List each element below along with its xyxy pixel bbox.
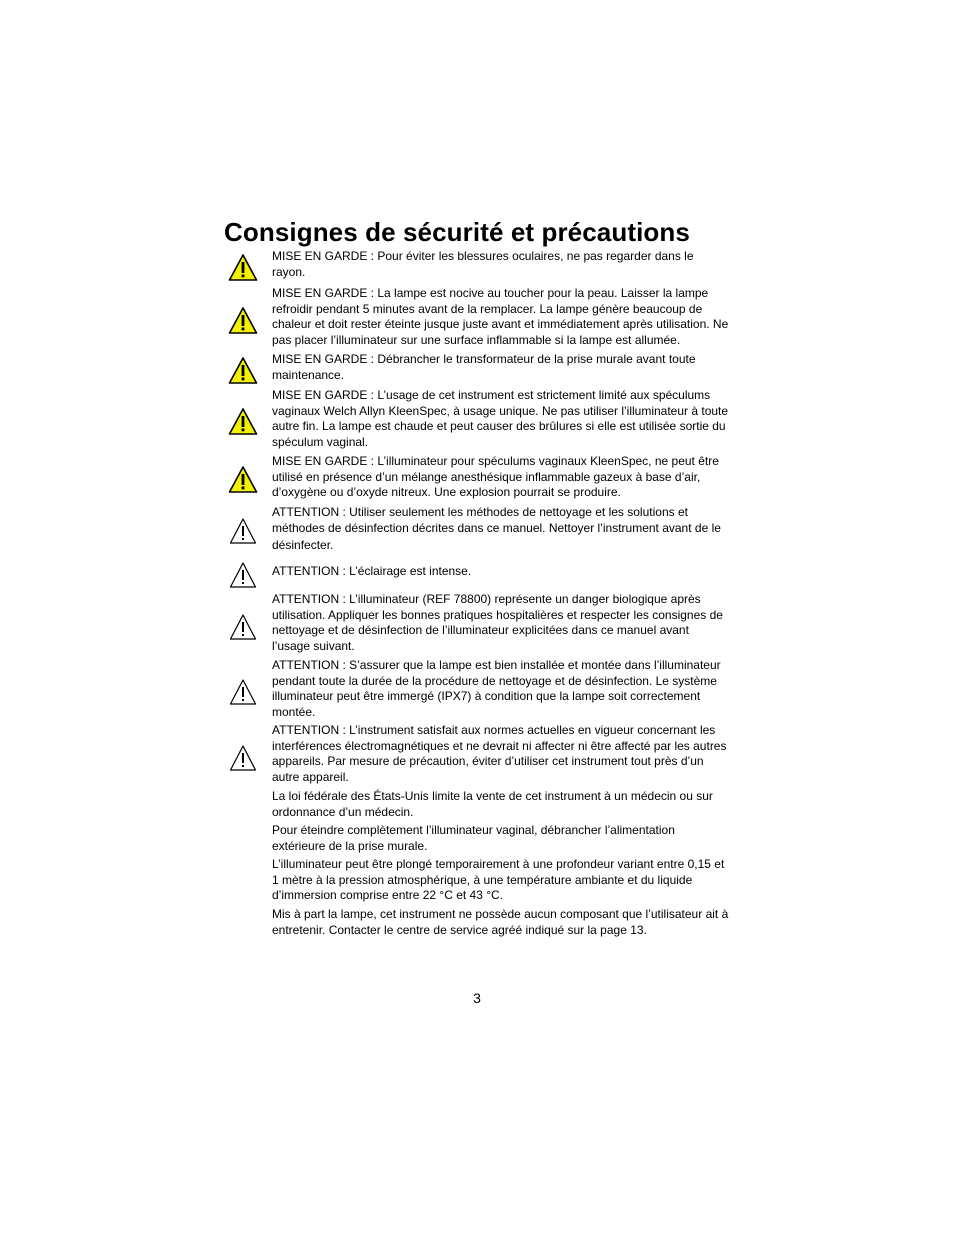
caution-icon [228, 743, 258, 772]
caution-text: ATTENTION : L’éclairage est intense. [272, 564, 472, 578]
page-title: Consignes de sécurité et précautions [224, 217, 690, 247]
warning-text: MISE EN GARDE : Débrancher le transformateur de la prise murale avant toute maintenance. [272, 352, 696, 382]
note-text: Pour éteindre complètement l’illuminateur vaginal, débrancher l’alimentation extérieure de la prise murale. [272, 823, 675, 853]
note-text: L’illuminateur peut être plongé temporairement à une profondeur variant entre 0,15 et 1 mètre à la pression atmosphérique, à une température ambiante et du liquide d’immersion comprise entre 22 °C et 43 °C. [272, 857, 725, 903]
page-number: 3 [473, 990, 481, 1006]
warning-icon [228, 253, 258, 282]
warning-text: MISE EN GARDE : L’illuminateur pour spéculums vaginaux KleenSpec, ne peut être utilisé en présence d’un mélange anesthésique inflammable gazeux à base d’air, d’oxygène ou d’oxyde nitreux. Une explosion pourrait se produire. [272, 454, 719, 500]
warning-icon [228, 407, 258, 436]
warning-icon [228, 465, 258, 494]
caution-icon [228, 612, 258, 641]
note-text: La loi fédérale des États-Unis limite la vente de cet instrument à un médecin ou sur ordonnance d’un médecin. [272, 789, 713, 819]
warning-text: MISE EN GARDE : L’usage de cet instrument est strictement limité aux spéculums vaginaux Welch Allyn KleenSpec, à usage unique. Ne pas utiliser l’illuminateur à toute autre fin. La lampe est chaude et peut causer des brûlures si elle est utilisée sortie du spéculum vaginal. [272, 388, 729, 449]
warning-text: MISE EN GARDE : Pour éviter les blessures oculaires, ne pas regarder dans le rayon. [272, 249, 694, 279]
caution-icon [228, 516, 258, 545]
warning-text: MISE EN GARDE : La lampe est nocive au toucher pour la peau. Laisser la lampe refroidir pendant 5 minutes avant de la remplacer. La lampe génère beaucoup de chaleur et doit rester éteinte jusque juste avant et immédiatement après utilisation. Ne pas placer l’illuminateur sur une surface inflammable si la lampe est allumée. [272, 286, 729, 347]
caution-text: ATTENTION : S’assurer que la lampe est bien installée et montée dans l’illuminateur pendant toute la durée de la procédure de nettoyage et de désinfection. Le système illuminateur peut être immergé (IPX7) à condition que la lampe soit correctement montée. [272, 658, 721, 719]
warning-icon [228, 306, 258, 335]
caution-icon [228, 677, 258, 706]
caution-text: ATTENTION : L’illuminateur (REF 78800) représente un danger biologique après utilisation. Appliquer les bonnes pratiques hospitalières et respecter les consignes de nettoyage et de désinfection de l’illuminateur explicitées dans ce manuel avant l’usage suivant. [272, 592, 723, 653]
caution-text: ATTENTION : L’instrument satisfait aux normes actuelles en vigueur concernant les interférences électromagnétiques et ne devrait ni affecter ni être affecté par les autres appareils. Par mesure de précaution, éviter d’utiliser cet instrument tout près d’un autre appareil. [272, 723, 727, 784]
warning-icon [228, 356, 258, 385]
caution-text: ATTENTION : Utiliser seulement les méthodes de nettoyage et les solutions et méthodes de désinfection décrites dans ce manuel. Nettoyer l’instrument avant de le désinfecter. [272, 505, 721, 552]
caution-icon [228, 560, 258, 589]
note-text: Mis à part la lampe, cet instrument ne possède aucun composant que l’utilisateur ait à entretenir. Contacter le centre de service agréé indiqué sur la page 13. [272, 907, 729, 937]
